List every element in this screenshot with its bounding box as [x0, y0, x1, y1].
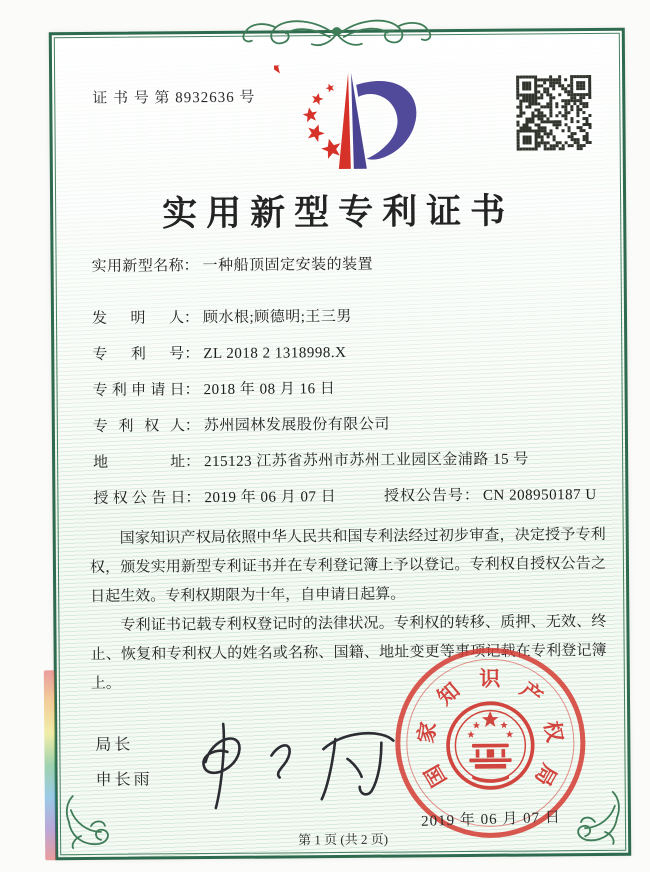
- certificate-title: 实用新型专利证书: [162, 191, 515, 234]
- shen-changyu-signature: [175, 714, 411, 821]
- field-value: 苏州园林发展股份有限公司: [203, 416, 390, 435]
- seal-arc-character: 家: [413, 719, 441, 745]
- field-inventors: 发明人： 顾水根;顾德明;王三男: [92, 305, 594, 330]
- seal-arc-character: 国: [419, 760, 451, 791]
- field-value: 2019 年 06 月 07 日: [204, 489, 337, 507]
- certificate-fields: [92, 253, 596, 525]
- field-filing-date: 专利申请日： 2018 年 08 月 16 日: [92, 377, 594, 402]
- field-label: 授权公告日: [93, 490, 186, 507]
- qr-code: [516, 75, 592, 151]
- field-label: 地址: [93, 454, 186, 471]
- page-number: 第 1 页 (共 2 页): [298, 831, 389, 848]
- field-value: 一种船顶固定安装的装置: [202, 256, 374, 275]
- cnipa-logo-icon: [274, 64, 431, 177]
- field-value: 215123 江苏省苏州市苏州工业园区金浦路 15 号: [204, 451, 529, 471]
- qr-module: [589, 147, 592, 150]
- officer-block: [95, 731, 153, 801]
- field-grant-announcement: 授权公告日： 2019 年 06 月 07 日 授权公告号： CN 208950187 U: [93, 485, 595, 510]
- seal-arc-character: 识: [479, 666, 501, 691]
- seal-date: 2019 年 06 月 07 日: [420, 809, 562, 830]
- field-value: 2018 年 08 月 16 日: [203, 381, 336, 399]
- officer-title: 局长: [95, 736, 134, 754]
- field-label: 授权公告号: [383, 488, 465, 505]
- field-grant-number: 授权公告号： CN 208950187 U: [384, 485, 597, 508]
- field-patent-number: 专利号： ZL 2018 2 1318998.X: [92, 341, 594, 366]
- national-emblem-icon: [444, 699, 537, 792]
- officer-name: 申长雨: [95, 771, 153, 789]
- seal-arc-character: 知: [433, 678, 465, 711]
- field-value: CN 208950187 U: [482, 486, 597, 504]
- seal-arc-character: 权: [539, 718, 567, 744]
- legal-paragraph-1: 国家知识产权局依照中华人民共和国专利法经过初步审查，决定授予专利权，颁发实用新型专利证书并在专利登记簿上予以登记。专利权自授权公告之日起生效。专利权期限为十年，自申请日起算。: [89, 526, 607, 605]
- seal-arc-character: 局: [530, 759, 562, 790]
- field-label: 发明人: [91, 310, 185, 327]
- field-label: 专利申请日: [92, 382, 185, 399]
- seal-arc-character: 产: [515, 677, 547, 710]
- certificate-sheet: [49, 28, 631, 860]
- field-utility-model-name: 实用新型名称： 一种船顶固定安装的装置: [92, 253, 594, 278]
- field-patentee: 专利权人： 苏州园林发展股份有限公司: [93, 413, 595, 438]
- top-border-flourish-ornament: [212, 12, 462, 58]
- field-label: 实用新型名称: [91, 258, 184, 275]
- legal-paragraph-2: 专利证书记载专利权登记时的法律状况。专利权的转移、质押、无效、终止、恢复和专利权人的姓名或名称、国籍、地址变更等事项记载在专利登记簿上。: [90, 613, 607, 692]
- certificate-number: 证 书 号 第 8932636 号: [92, 89, 256, 107]
- field-address: 地址： 215123 江苏省苏州市苏州工业园区金浦路 15 号: [93, 449, 595, 474]
- field-label: 专利权人: [92, 418, 185, 435]
- holographic-security-strip: [44, 670, 56, 860]
- field-label: 专利号: [92, 346, 185, 363]
- field-value: ZL 2018 2 1318998.X: [203, 344, 347, 363]
- field-value: 顾水根;顾德明;王三男: [202, 308, 352, 327]
